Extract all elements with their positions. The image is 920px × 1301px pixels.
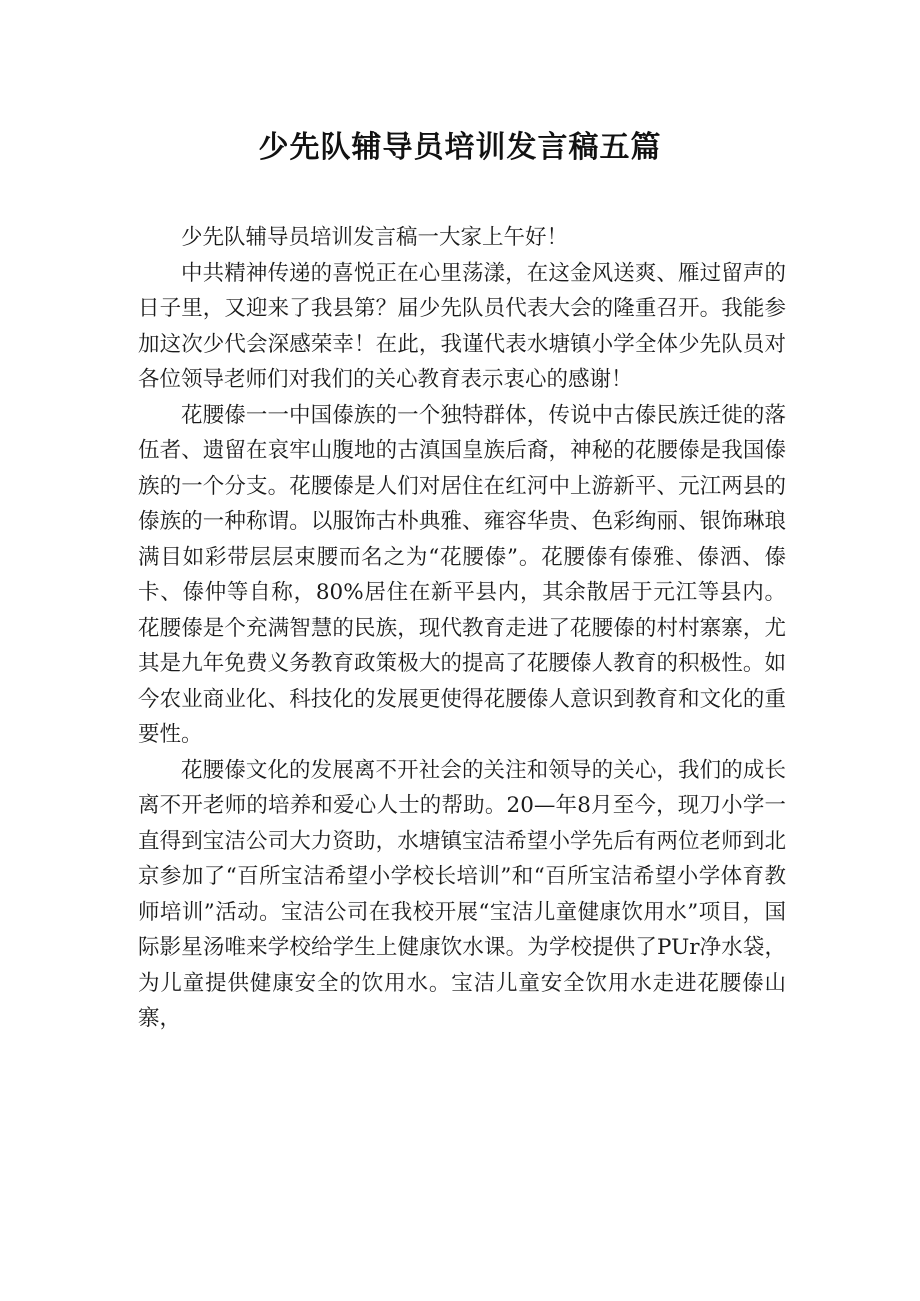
document-title: 少先队辅导员培训发言稿五篇 bbox=[258, 130, 662, 165]
paragraph: 花腰傣文化的发展离不开社会的关注和领导的关心，我们的成长离不开老师的培养和爱心人士的帮助。20—年8月至今，现刀小学一直得到宝洁公司大力资助，水塘镇宝洁希望小学先后有两位老师到北京参加了“百所宝洁希望小学校长培训”和“百所宝洁希望小学体育教师培训”活动。宝洁公司在我校开展“宝洁儿童健康饮用水”项目，国际影星汤唯来学校给学生上健康饮水课。为学校提供了PUr净水袋，为儿童提供健康安全的饮用水。宝洁儿童安全饮用水走进花腰傣山寨， bbox=[138, 757, 786, 1031]
paragraph: 中共精神传递的喜悦正在心里荡漾，在这金风送爽、雁过留声的日子里，又迎来了我县第？届少先队员代表大会的隆重召开。我能参加这次少代会深感荣幸！在此，我谨代表水塘镇小学全体少先队员对各位领导老师们对我们的关心教育表示衷心的感谢！ bbox=[138, 260, 786, 392]
document-body bbox=[138, 220, 786, 1037]
paragraph: 花腰傣一一中国傣族的一个独特群体，传说中古傣民族迁徙的落伍者、遗留在哀牢山腹地的古滇国皇族后裔，神秘的花腰傣是我国傣族的一个分支。花腰傣是人们对居住在红河中上游新平、元江两县的傣族的一种称谓。以服饰古朴典雅、雍容华贵、色彩绚丽、银饰琳琅满目如彩带层层束腰而名之为“花腰傣”。花腰傣有傣雅、傣洒、傣卡、傣仲等自称，80%居住在新平县内，其余散居于元江等县内。花腰傣是个充满智慧的民族，现代教育走进了花腰傣的村村寨寨，尤其是九年免费义务教育政策极大的提高了花腰傣人教育的积极性。如今农业商业化、科技化的发展更使得花腰傣人意识到教育和文化的重要性。 bbox=[138, 402, 786, 747]
paragraph: 少先队辅导员培训发言稿一大家上午好！ bbox=[181, 225, 569, 250]
